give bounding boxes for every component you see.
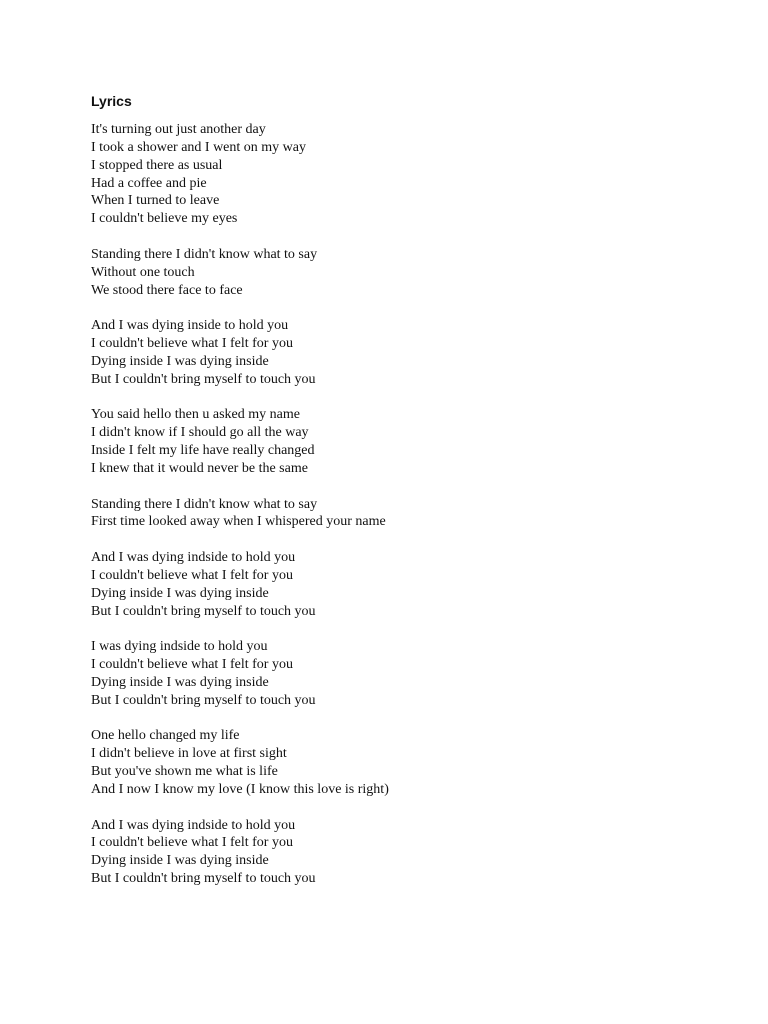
lyric-line: One hello changed my life [91, 728, 240, 744]
lyrics-body [91, 121, 731, 906]
lyric-line: And I was dying indside to hold you [91, 817, 296, 833]
lyric-line: We stood there face to face [91, 282, 243, 298]
lyric-line: I couldn't believe what I felt for you [91, 657, 293, 673]
lyric-line: I couldn't believe what I felt for you [91, 336, 293, 352]
lyric-line: Had a coffee and pie [91, 175, 207, 191]
lyrics-stanza [91, 549, 731, 620]
lyric-line: Standing there I didn't know what to say [91, 496, 318, 512]
lyrics-stanza [91, 727, 731, 798]
lyric-line: I couldn't believe my eyes [91, 211, 238, 227]
lyric-line: But I couldn't bring myself to touch you [91, 692, 316, 708]
lyric-line: But I couldn't bring myself to touch you [91, 371, 316, 387]
lyric-line: I didn't know if I should go all the way [91, 425, 309, 441]
lyric-line: When I turned to leave [91, 193, 220, 209]
lyric-line: But I couldn't bring myself to touch you [91, 603, 316, 619]
lyric-line: I stopped there as usual [91, 157, 223, 173]
lyric-line: Dying inside I was dying inside [91, 674, 269, 690]
lyric-line: I couldn't believe what I felt for you [91, 835, 293, 851]
lyric-line: And I now I know my love (I know this love is right) [91, 781, 389, 797]
lyrics-stanza [91, 246, 731, 300]
lyrics-stanza [91, 638, 731, 709]
lyric-line: Dying inside I was dying inside [91, 353, 269, 369]
lyric-line: Inside I felt my life have really changed [91, 443, 315, 459]
lyric-line: Dying inside I was dying inside [91, 585, 269, 601]
lyric-line: And I was dying indside to hold you [91, 550, 296, 566]
lyric-line: First time looked away when I whispered your name [91, 514, 386, 530]
lyric-line: I knew that it would never be the same [91, 460, 308, 476]
lyrics-stanza [91, 817, 731, 888]
lyric-line: I couldn't believe what I felt for you [91, 567, 293, 583]
lyric-line: Standing there I didn't know what to say [91, 246, 318, 262]
lyric-line: I was dying indside to hold you [91, 639, 268, 655]
lyrics-stanza [91, 496, 731, 532]
lyrics-stanza [91, 317, 731, 388]
lyrics-stanza [91, 121, 731, 228]
lyric-line: Without one touch [91, 264, 195, 280]
lyric-line: Dying inside I was dying inside [91, 853, 269, 869]
lyric-line: But you've shown me what is life [91, 764, 278, 780]
lyric-line: But I couldn't bring myself to touch you [91, 871, 316, 887]
lyric-line: I didn't believe in love at first sight [91, 746, 287, 762]
lyric-line: It's turning out just another day [91, 122, 266, 137]
lyric-line: And I was dying inside to hold you [91, 318, 289, 334]
lyrics-stanza [91, 406, 731, 477]
lyric-line: I took a shower and I went on my way [91, 139, 307, 155]
page-title: Lyrics [91, 93, 132, 109]
lyric-line: You said hello then u asked my name [91, 407, 300, 423]
